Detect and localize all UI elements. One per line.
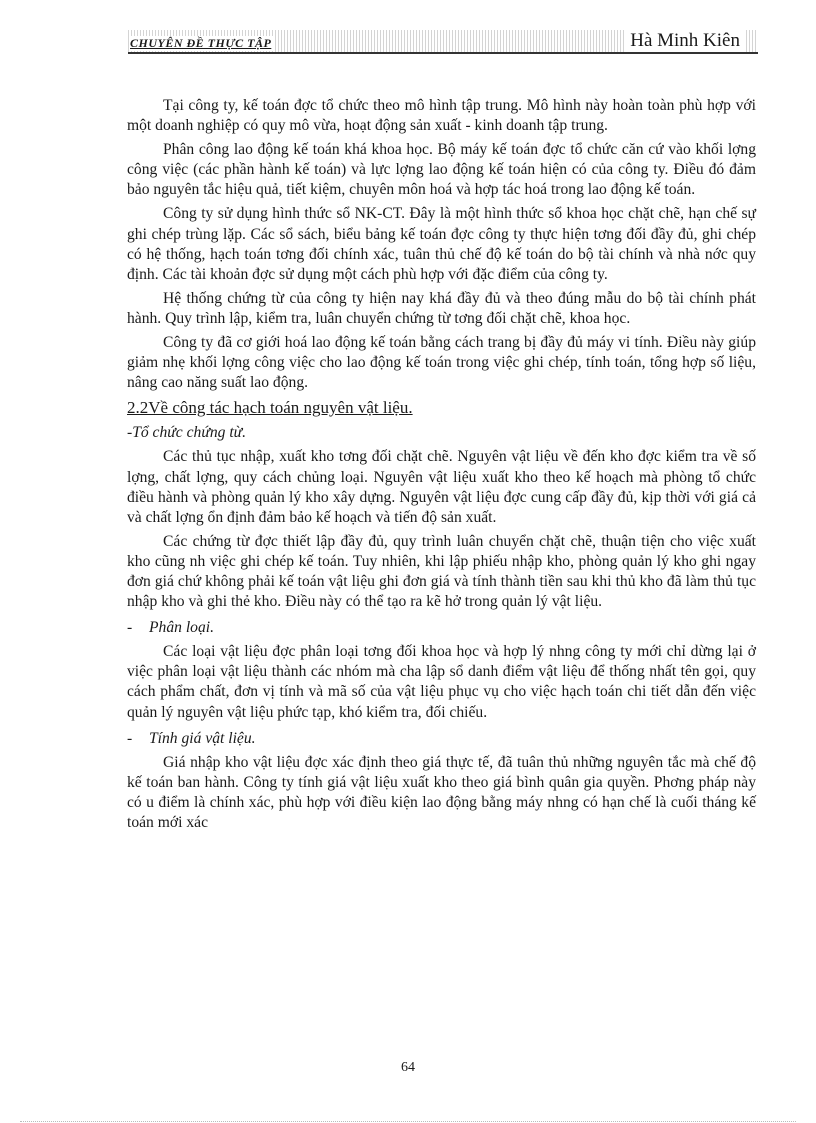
paragraph: Công ty đã cơ giới hoá lao động kế toán bằng cách trang bị đầy đủ máy vi tính. Điều này giúp giảm nhẹ khối lợng công việc cho lao động kế toán trong việc ghi chép, tính toán, tổng hợp số liệu, nâng cao năng suất lao động. [127,334,756,392]
bullet-dash: - [127,619,133,637]
bullet-label: Tính giá vật liệu. [149,729,256,747]
paragraph: Công ty sử dụng hình thức sổ NK-CT. Đây là một hình thức sổ khoa học chặt chẽ, hạn chế sự ghi chép trùng lặp. Các sổ sách, biểu bảng kế toán đợc công ty thực hiện tơng đối đầy đủ, ghi chép có hệ thống, hạch toán tơng đối chính xác, tuân thủ chế độ kế toán do bộ tài chính và nhà nớc quy định. Các tài khoản đợc sử dụng một cách phù hợp với đặc điểm của công ty. [127,205,756,283]
bullet-dash: - [127,729,133,747]
paragraph: Tại công ty, kế toán đợc tổ chức theo mô hình tập trung. Mô hình này hoàn toàn phù hợp với một doanh nghiệp có quy mô vừa, hoạt động sản xuất - kinh doanh tập trung. [127,97,756,135]
paragraph: Giá nhập kho vật liệu đợc xác định theo giá thực tế, đã tuân thủ những nguyên tắc mà chế độ kế toán ban hành. Công ty tính giá vật liệu xuất kho theo giá bình quân gia quyền. Phơng pháp này có u điểm là chính xác, phù hợp với điều kiện lao động bằng máy nhng có hạn chế là cuối tháng kế toán mới xác [127,753,756,831]
section-heading: 2.2Về công tác hạch toán nguyên vật liệu. [127,398,413,418]
paragraph: Hệ thống chứng từ của công ty hiện nay khá đầy đủ và theo đúng mẫu do bộ tài chính phát hành. Quy trình lập, kiểm tra, luân chuyển chứng từ tơng đối chặt chẽ, khoa học. [127,289,756,327]
bullet-tinh-gia [127,729,756,749]
paragraph: Các thủ tục nhập, xuất kho tơng đối chặt chẽ. Nguyên vật liệu về đến kho đợc kiểm tra về số lợng, chất lợng, quy cách chủng loại. Nguyên vật liệu xuất kho theo kế hoạch mà phòng tổ chức điều hành và phòng quản lý kho xây dựng. Nguyên vật liệu đợc cung cấp đầy đủ, kịp thời với giá cả và chất lợng ổn định đảm bảo kế hoạch và tiến độ sản xuất. [127,448,756,526]
page-body [127,96,756,837]
header-author-name: Hà Minh Kiên [626,30,744,52]
paragraph: Phân công lao động kế toán khá khoa học. Bộ máy kế toán đợc tổ chức căn cứ vào khối lợng công việc (các phần hành kế toán) và lực lợng lao động kế toán hiện có của công ty. Điều đó đảm bảo nguyên tắc hiệu quả, tiết kiệm, chuyên môn hoá và hợp tác hoá trong lao động kế toán. [127,141,756,199]
bullet-label: Phân loại. [149,619,214,637]
bullet-phan-loai [127,618,756,638]
footer-divider [20,1121,796,1122]
page-number: 64 [401,1060,415,1075]
paragraph: Các loại vật liệu đợc phân loại tơng đối khoa học và hợp lý nhng công ty mới chỉ dừng lại ở việc phân loại vật liệu thành các nhóm mà cha lập sổ danh điểm vật liệu để thống nhất tên gọi, quy cách phẩm chất, đơn vị tính và mã số của vật liệu phục vụ cho việc hạch toán chi tiết dẫn đến việc quản lý nguyên vật liệu phức tạp, khó kiểm tra, đối chiếu. [127,643,756,721]
page-header [128,30,758,54]
header-document-title: CHUYÊN ĐỀ THỰC TẬP [130,36,274,51]
subheading-chung-tu: -Tổ chức chứng từ. [127,424,247,442]
paragraph: Các chứng từ đợc thiết lập đầy đủ, quy trình luân chuyển chặt chẽ, thuận tiện cho việc xuất kho cũng nh việc ghi chép kế toán. Tuy nhiên, khi lập phiếu nhập kho, phòng quản lý kho ghi ngay đơn giá chứ không phải kế toán vật liệu ghi đơn giá và tính thành tiền sau khi thủ kho đã làm thủ tục nhập kho và ghi thẻ kho. Điều này có thể tạo ra kẽ hở trong quản lý vật liệu. [127,532,756,611]
